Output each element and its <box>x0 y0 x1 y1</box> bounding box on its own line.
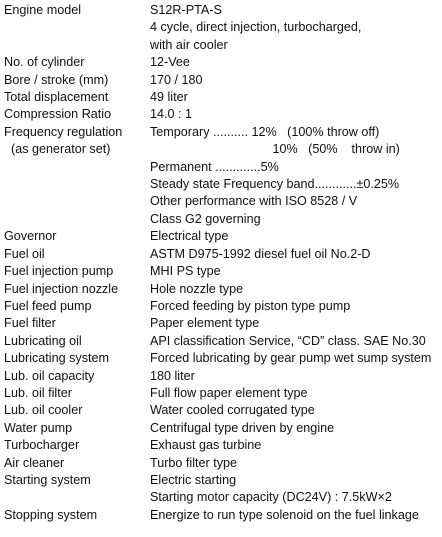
spec-value-line: 14.0 : 1 <box>150 107 193 122</box>
spec-label: Compression Ratio <box>4 107 112 122</box>
spec-label: Air cleaner <box>4 455 65 470</box>
spec-value <box>150 437 442 454</box>
spec-label: Fuel injection nozzle <box>4 281 119 296</box>
spec-value-line: Forced lubricating by gear pump wet sump system <box>150 351 432 366</box>
spec-row <box>0 507 442 524</box>
spec-row <box>0 350 442 367</box>
spec-row <box>0 315 442 332</box>
spec-value <box>150 420 442 437</box>
spec-value <box>150 385 442 402</box>
spec-value <box>150 263 442 280</box>
spec-label: Starting system <box>4 472 91 487</box>
spec-value <box>150 298 442 315</box>
spec-value <box>150 72 442 89</box>
spec-value-line: 4 cycle, direct injection, turbocharged, <box>150 20 362 35</box>
spec-label: Turbocharger <box>4 438 80 453</box>
spec-row <box>0 281 442 298</box>
spec-label: Lub. oil cooler <box>4 403 83 418</box>
spec-value-line: Turbo filter type <box>150 455 238 470</box>
spec-label: Lubricating oil <box>4 333 82 348</box>
spec-row <box>0 159 442 229</box>
spec-value <box>150 124 442 141</box>
spec-row <box>0 89 442 106</box>
spec-value-line: Paper element type <box>150 316 260 331</box>
spec-value <box>150 106 442 123</box>
spec-label: Lubricating system <box>4 351 109 366</box>
spec-value-line: 12-Vee <box>150 55 190 70</box>
spec-row <box>0 72 442 89</box>
spec-value <box>150 141 442 158</box>
spec-value <box>150 350 442 367</box>
spec-value <box>150 89 442 106</box>
spec-value-line: Water cooled corrugated type <box>150 403 315 418</box>
spec-value-line: 170 / 180 <box>150 72 203 87</box>
spec-value <box>150 402 442 419</box>
spec-value-line: S12R-PTA-S <box>150 3 222 17</box>
spec-value <box>150 281 442 298</box>
spec-label: (as generator set) <box>4 142 111 157</box>
spec-row <box>0 2 442 54</box>
spec-row <box>0 437 442 454</box>
spec-label: Stopping system <box>4 507 98 522</box>
spec-value-line: 49 liter <box>150 90 188 105</box>
spec-label: Water pump <box>4 420 73 435</box>
spec-value-line: Energize to run type solenoid on the fuel linkage <box>150 507 419 522</box>
spec-value-line: 180 liter <box>150 368 195 383</box>
spec-value-line: Centrifugal type driven by engine <box>150 420 335 435</box>
spec-row <box>0 106 442 123</box>
spec-row <box>0 455 442 472</box>
spec-value <box>150 455 442 472</box>
spec-value-line: 10% (50% throw in) <box>150 142 400 157</box>
spec-label: Frequency regulation <box>4 124 123 139</box>
spec-label: Fuel feed pump <box>4 298 92 313</box>
spec-value-line: Full flow paper element type <box>150 385 308 400</box>
spec-value-line: API classification Service, “CD” class. SAE No.30 <box>150 333 426 348</box>
spec-row <box>0 333 442 350</box>
spec-value <box>150 246 442 263</box>
spec-value <box>150 2 442 54</box>
spec-label: Fuel filter <box>4 316 56 331</box>
spec-row <box>0 228 442 245</box>
spec-value-line: Hole nozzle type <box>150 281 244 296</box>
spec-row <box>0 385 442 402</box>
spec-value-line: Temporary .......... 12% (100% throw off) <box>150 124 380 139</box>
spec-value-line: with air cooler <box>150 37 228 52</box>
spec-value-line: Forced feeding by piston type pump <box>150 298 351 313</box>
spec-value <box>150 159 442 229</box>
spec-value-line: Permanent .............5% <box>150 159 279 174</box>
spec-value <box>150 315 442 332</box>
spec-value-line: MHI PS type <box>150 264 221 279</box>
spec-value <box>150 333 442 350</box>
spec-value <box>150 368 442 385</box>
spec-value <box>150 507 442 524</box>
spec-row <box>0 368 442 385</box>
spec-label: Fuel oil <box>4 246 45 261</box>
spec-value-line: Steady state Frequency band............±0.25% <box>150 177 400 192</box>
spec-value-line: Exhaust gas turbine <box>150 438 262 453</box>
spec-row <box>0 472 442 507</box>
spec-row <box>0 402 442 419</box>
spec-value-line: Electrical type <box>150 229 229 244</box>
spec-value-line: Class G2 governing <box>150 211 261 226</box>
spec-row <box>0 54 442 71</box>
spec-label: Governor <box>4 229 57 244</box>
spec-row <box>0 298 442 315</box>
spec-value <box>150 228 442 245</box>
spec-value <box>150 472 442 507</box>
spec-value-line: Starting motor capacity (DC24V) : 7.5kW×2 <box>150 490 392 505</box>
spec-label: Lub. oil filter <box>4 385 72 400</box>
spec-row <box>0 420 442 437</box>
spec-label: Lub. oil capacity <box>4 368 95 383</box>
spec-row <box>0 263 442 280</box>
spec-row <box>0 141 442 158</box>
spec-label: No. of cylinder <box>4 55 85 70</box>
spec-label: Bore / stroke (mm) <box>4 72 109 87</box>
spec-table <box>0 2 442 524</box>
spec-row <box>0 246 442 263</box>
spec-label: Engine model <box>4 3 82 17</box>
spec-row <box>0 124 442 141</box>
spec-value <box>150 54 442 71</box>
spec-label: Total displacement <box>4 90 109 105</box>
spec-value-line: Other performance with ISO 8528 / V <box>150 194 358 209</box>
spec-value-line: Electric starting <box>150 472 237 487</box>
spec-value-line: ASTM D975-1992 diesel fuel oil No.2-D <box>150 246 371 261</box>
spec-label: Fuel injection pump <box>4 264 114 279</box>
